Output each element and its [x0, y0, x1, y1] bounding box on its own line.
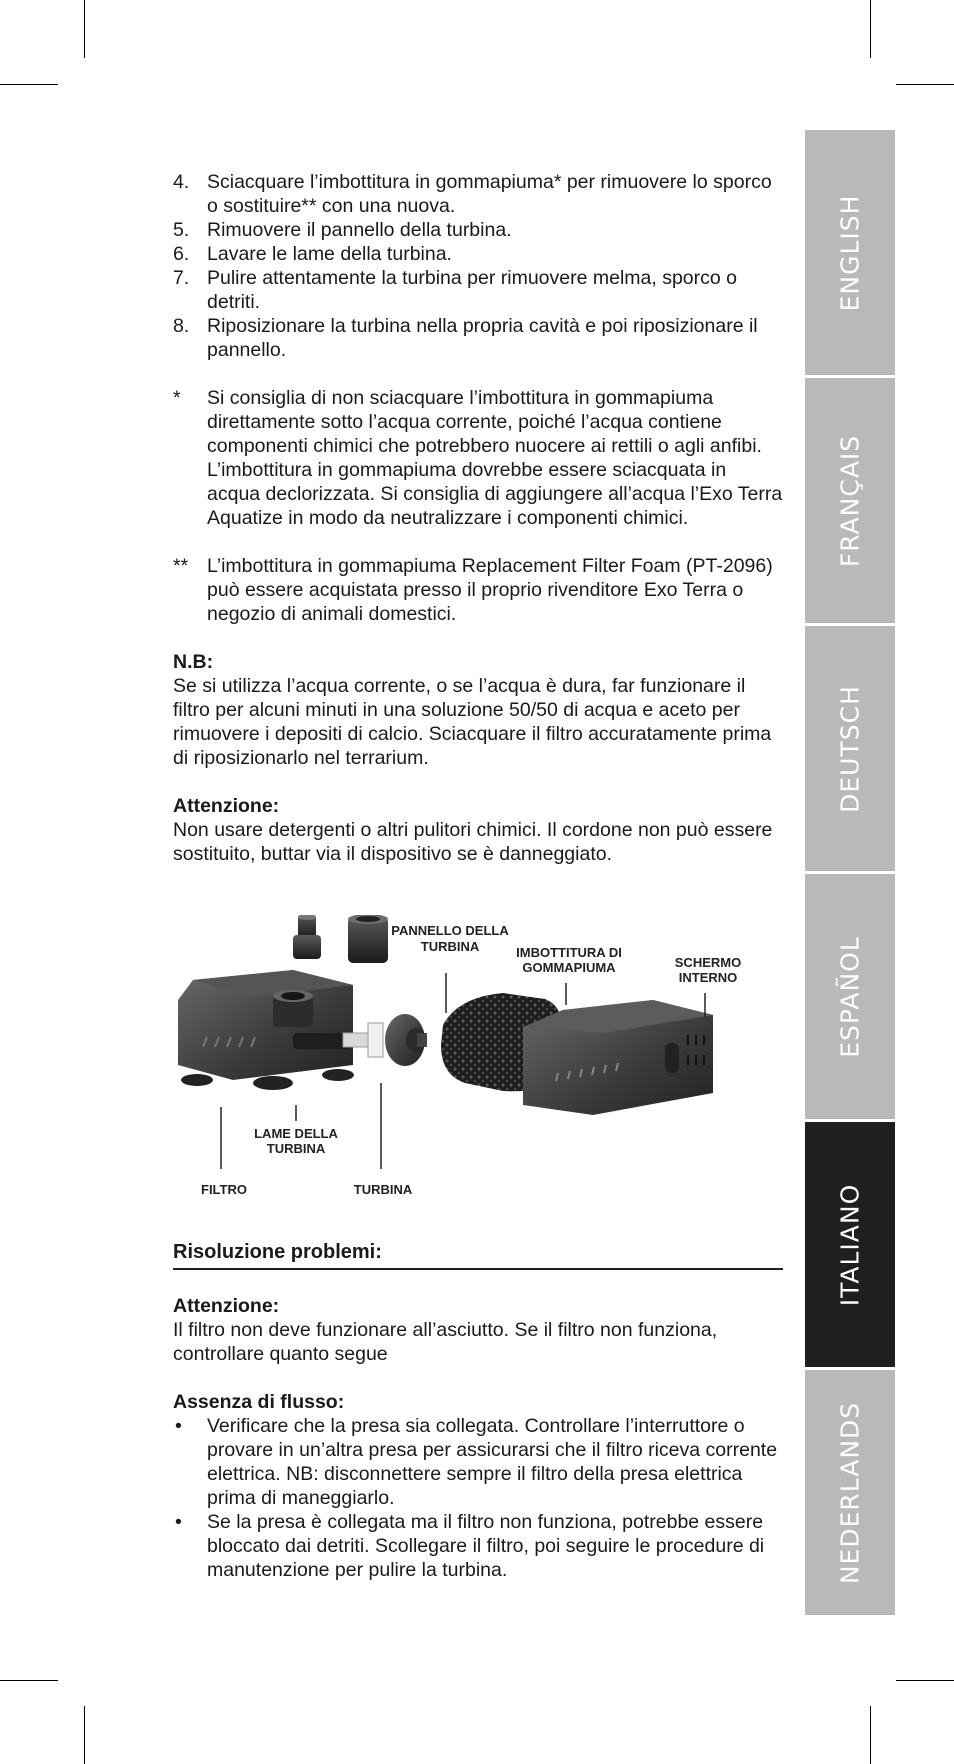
bullet-text: Se la presa è collegata ma il filtro non funziona, potrebbe essere bloccato dai detriti. Scollegare il filtro, poi seguire le procedure di manutenzione per pulire la turbina.: [207, 1511, 765, 1581]
footnote-text: L’imbottitura in gommapiuma Replacement Filter Foam (PT-2096) può essere acquistata presso il proprio rivenditore Exo Terra o negozio di animali domestici.: [207, 555, 773, 625]
tab-label: DEUTSCH: [835, 684, 865, 813]
crop-mark: [0, 1680, 58, 1681]
inner-screen-housing: [523, 1000, 713, 1115]
no-flow-section: [173, 1390, 783, 1582]
bullet-icon: •: [175, 1415, 182, 1437]
tab-english[interactable]: [805, 130, 895, 378]
label-foam: IMBOTTITURA DI: [516, 945, 622, 960]
troubleshooting-title: Risoluzione problemi:: [173, 1240, 783, 1270]
label-screen: SCHERMO: [674, 955, 742, 970]
step-text: Rimuovere il pannello della turbina.: [207, 219, 512, 241]
warning-text: Il filtro non deve funzionare all’asciutto. Se il filtro non funziona, controllare quanto segue: [173, 1319, 718, 1365]
tab-label: ENGLISH: [835, 194, 865, 311]
label-panel: TURBINA: [420, 939, 480, 954]
crop-mark: [0, 84, 58, 85]
bullet-icon: •: [175, 1511, 182, 1533]
footnote: [173, 554, 783, 626]
language-tabs: [805, 130, 895, 1618]
warning-heading: Attenzione:: [173, 795, 280, 817]
step-number: 8.: [173, 315, 190, 337]
step-text: Sciacquare l’imbottitura in gommapiuma* per rimuovere lo sporco o sostituire** con una nuova.: [207, 171, 772, 217]
step-number: 5.: [173, 219, 190, 241]
step-item: [173, 218, 783, 242]
step-number: 6.: [173, 243, 190, 265]
step-text: Pulire attentamente la turbina per rimuovere melma, sporco o detriti.: [207, 267, 738, 313]
dry-run-warning: [173, 1294, 783, 1366]
bullet-text: Verificare che la presa sia collegata. Controllare l’interruttore o provare in un’altra presa per assicurarsi che il filtro riceva corrente elettrica. NB: disconnettere sempre il filtro della presa elettrica prima di maneggiarlo.: [207, 1415, 778, 1509]
filter-illustration: [173, 915, 788, 1205]
step-number: 4.: [173, 171, 190, 193]
crop-mark: [896, 1680, 954, 1681]
crop-mark: [896, 84, 954, 85]
label-foam: GOMMAPIUMA: [522, 960, 616, 975]
warning-heading: Attenzione:: [173, 1295, 280, 1317]
nb-section: [173, 650, 783, 770]
no-flow-list: [173, 1414, 783, 1582]
step-text: Lavare le lame della turbina.: [207, 243, 452, 265]
no-flow-heading: Assenza di flusso:: [173, 1391, 345, 1413]
footnote-text: Si consiglia di non sciacquare l’imbottitura in gommapiuma direttamente sotto l’acqua corrente, poiché l’acqua contiene componenti chimici che potrebbero nuocere ai rettili o agli anfibi. L’imbottitura in gommapiuma dovrebbe essere sciacquata in acqua declorizzata. Si consiglia di aggiungere all’acqua l’Exo Terra Aquatize in modo da neutralizzare i componenti chimici.: [207, 387, 783, 529]
label-screen: INTERNO: [678, 970, 738, 985]
step-item: [173, 242, 783, 266]
filter-diagram: [173, 915, 788, 1205]
crop-mark: [84, 1706, 85, 1764]
tab-label: FRANÇAIS: [835, 434, 865, 567]
list-item: [173, 1414, 783, 1510]
step-item: [173, 266, 783, 314]
label-panel: PANNELLO DELLA: [391, 923, 509, 938]
tab-nederlands[interactable]: [805, 1370, 895, 1618]
step-number: 7.: [173, 267, 190, 289]
label-blades: TURBINA: [266, 1141, 326, 1156]
maintenance-steps: [173, 170, 783, 362]
footnote-mark: **: [173, 555, 189, 577]
step-text: Riposizionare la turbina nella propria cavità e poi riposizionare il pannello.: [207, 315, 758, 361]
tab-espanol[interactable]: [805, 874, 895, 1122]
label-blades: LAME DELLA: [254, 1126, 338, 1141]
nb-heading: N.B:: [173, 651, 214, 673]
tab-francais[interactable]: [805, 378, 895, 626]
nozzle-small: [293, 915, 321, 959]
warning-section: [173, 794, 783, 866]
manual-content: [173, 170, 783, 866]
step-item: [173, 314, 783, 362]
step-item: [173, 170, 783, 218]
crop-mark: [870, 1706, 871, 1764]
crop-mark: [84, 0, 85, 58]
footnote-mark: *: [173, 387, 181, 409]
nb-text: Se si utilizza l’acqua corrente, o se l’acqua è dura, far funzionare il filtro per alcuni minuti in una soluzione 50/50 di acqua e aceto per rimuovere i depositi di calcio. Sciacquare il filtro accuratamente prima di riposizionarlo nel terrarium.: [173, 675, 772, 769]
tab-label: ITALIANO: [835, 1183, 865, 1306]
label-filter: FILTRO: [201, 1182, 247, 1197]
label-impeller: TURBINA: [353, 1182, 413, 1197]
crop-mark: [870, 0, 871, 58]
tab-label: NEDERLANDS: [835, 1401, 865, 1584]
pump-body: [178, 970, 354, 1090]
list-item: [173, 1510, 783, 1582]
turbine-panel: [385, 1014, 427, 1066]
tab-deutsch[interactable]: [805, 626, 895, 874]
footnote: [173, 386, 783, 530]
tab-italiano[interactable]: [805, 1122, 895, 1370]
tab-label: ESPAÑOL: [835, 935, 865, 1058]
warning-text: Non usare detergenti o altri pulitori chimici. Il cordone non può essere sostituito, buttar via il dispositivo se è danneggiato.: [173, 819, 773, 865]
nozzle-large: [348, 915, 388, 963]
troubleshooting-section: [173, 1240, 783, 1582]
